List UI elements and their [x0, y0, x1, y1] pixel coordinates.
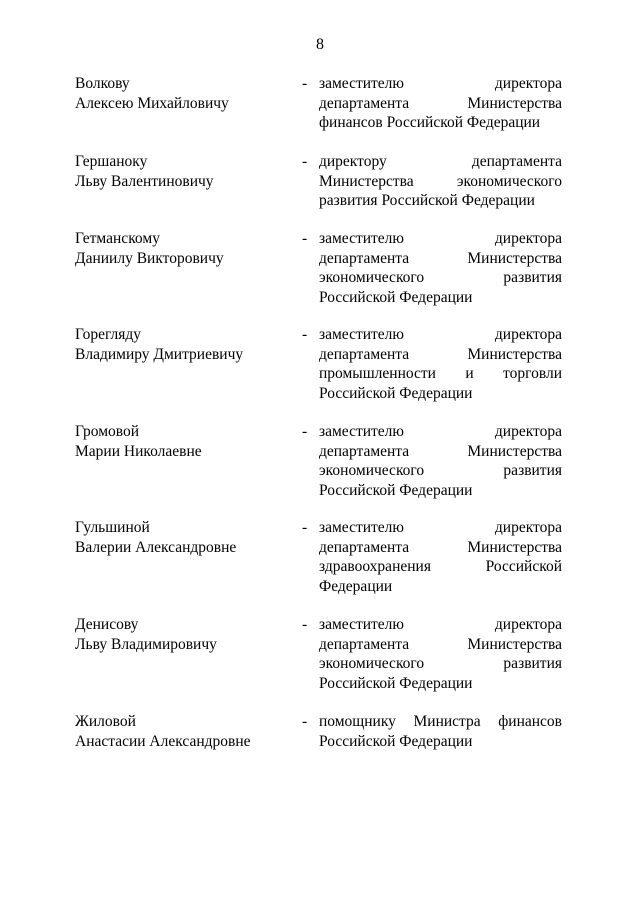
position-line: финансов Российской Федерации — [319, 114, 541, 131]
position-text — [319, 615, 562, 693]
name-line: Валерии Александровне — [75, 538, 237, 556]
position-line: Российской Федерации — [319, 288, 473, 306]
dash-separator: - — [302, 230, 308, 247]
position-line: развития Российской Федерации — [319, 192, 535, 209]
position-line: Российской Федерации — [319, 732, 473, 750]
position-line: департамента Министерства — [319, 635, 562, 653]
person-name — [75, 74, 295, 113]
position-line: департамента Министерства — [319, 442, 562, 460]
position-line: заместителю директора — [319, 616, 562, 633]
position-line: помощнику Министра финансов — [319, 713, 562, 730]
person-name — [75, 152, 295, 191]
position-text — [319, 712, 562, 751]
position-line: экономического развития — [319, 655, 562, 672]
person-name — [75, 422, 295, 461]
dash-separator: - — [302, 153, 308, 170]
position-line: заместителю директора — [319, 75, 562, 92]
name-line: Анастасии Александровне — [75, 732, 251, 750]
person-name — [75, 712, 295, 751]
name-line: Даниилу Викторовичу — [75, 249, 224, 267]
name-line: Горегляду — [75, 326, 142, 343]
position-text — [319, 74, 562, 133]
position-line: департамента Министерства — [319, 538, 562, 556]
dash-separator: - — [302, 326, 308, 343]
name-line: Льву Валентиновичу — [75, 172, 214, 190]
name-line: Волкову — [75, 75, 130, 92]
name-line: Владимиру Дмитриевичу — [75, 345, 244, 363]
name-line: Гершаноку — [75, 153, 148, 170]
name-line: Марии Николаевне — [75, 442, 202, 460]
position-line: заместителю директора — [319, 519, 562, 536]
position-text — [319, 325, 562, 403]
position-line: департамента Министерства — [319, 94, 562, 112]
position-line: Российской Федерации — [319, 481, 473, 499]
dash-separator: - — [302, 519, 308, 536]
position-line: департамента Министерства — [319, 345, 562, 363]
position-text — [319, 422, 562, 500]
person-name — [75, 518, 295, 557]
position-line: заместителю директора — [319, 326, 562, 343]
position-text — [319, 152, 562, 211]
position-line: промышленности и торговли — [319, 365, 562, 382]
person-name — [75, 229, 295, 268]
name-line: Гетманскому — [75, 230, 160, 247]
name-line: Льву Владимировичу — [75, 635, 217, 653]
position-text — [319, 518, 562, 596]
position-line: заместителю директора — [319, 230, 562, 247]
position-line: заместителю директора — [319, 423, 562, 440]
position-line: Российской Федерации — [319, 384, 473, 402]
name-line: Жиловой — [75, 713, 136, 730]
name-line: Денисову — [75, 616, 139, 633]
position-text — [319, 229, 562, 307]
position-line: департамента Министерства — [319, 249, 562, 267]
position-line: экономического развития — [319, 462, 562, 479]
position-line: Министерства экономического — [319, 172, 562, 190]
dash-separator: - — [302, 713, 308, 730]
name-line: Громовой — [75, 423, 140, 440]
person-name — [75, 325, 295, 364]
position-line: здравоохранения Российской — [319, 558, 562, 575]
page-number: 8 — [316, 36, 324, 53]
name-line: Гульшиной — [75, 519, 150, 536]
position-line: Российской Федерации — [319, 674, 473, 692]
dash-separator: - — [302, 616, 308, 633]
dash-separator: - — [302, 423, 308, 440]
position-line: Федерации — [319, 577, 393, 595]
person-name — [75, 615, 295, 654]
position-line: директору департамента — [319, 153, 562, 170]
position-line: экономического развития — [319, 269, 562, 286]
dash-separator: - — [302, 75, 308, 92]
name-line: Алексею Михайловичу — [75, 94, 229, 112]
